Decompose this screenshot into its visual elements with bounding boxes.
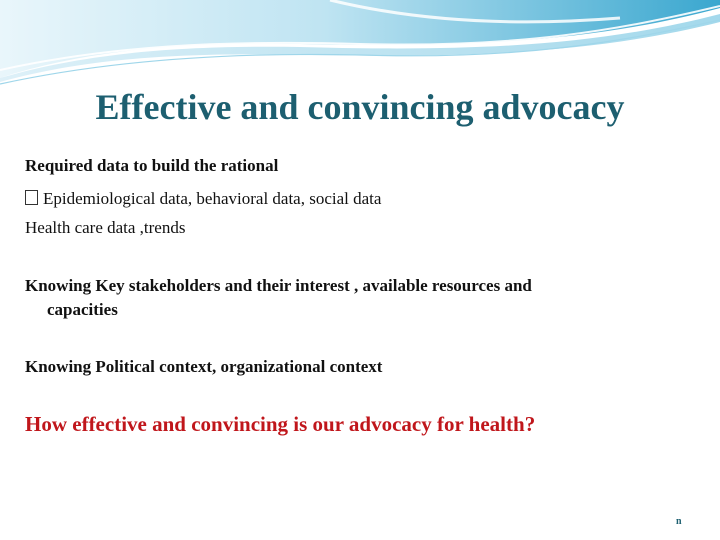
slide-number: n: [676, 516, 682, 527]
closing-question: How effective and convincing is our advocacy for health?: [25, 412, 536, 436]
body-line-required-data: Required data to build the rational: [25, 156, 279, 175]
bullet-text: Epidemiological data, behavioral data, social data: [43, 189, 382, 208]
bullet-item: [25, 189, 381, 209]
body-line-stakeholders: Knowing Key stakeholders and their interest , available resources and: [25, 276, 532, 295]
body-line-capacities: capacities: [47, 300, 118, 319]
bullet-box-icon: [25, 190, 38, 205]
header-wave-decoration: [0, 0, 720, 100]
body-line-health-care: Health care data ,trends: [25, 218, 186, 237]
slide-title: Effective and convincing advocacy: [95, 87, 625, 127]
body-line-political-context: Knowing Political context, organizational context: [25, 357, 383, 376]
